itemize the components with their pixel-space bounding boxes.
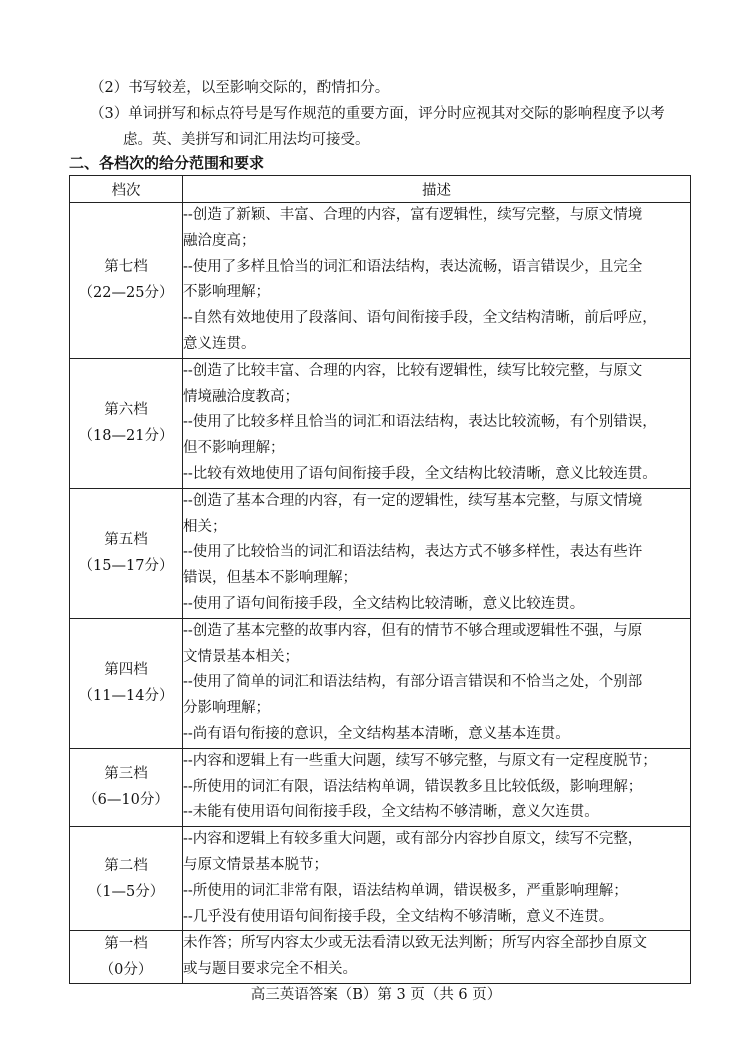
grade-level-name: 第一档 <box>104 936 148 953</box>
table-row <box>70 358 691 488</box>
grade-score-range: （18—21分） <box>78 428 174 445</box>
grade-level-cell <box>70 827 183 931</box>
grade-description-cell <box>183 748 691 826</box>
grade-level-name: 第七档 <box>104 259 148 276</box>
table-row <box>70 748 691 826</box>
grade-level-cell <box>70 203 183 359</box>
description-line: 错误，但基本不影响理解； <box>183 570 357 587</box>
description-line: --使用了语句间衔接手段，全文结构比较清晰，意义比较连贯。 <box>183 595 585 612</box>
description-line: --使用了比较多样且恰当的词汇和语法结构，表达比较流畅，有个别错误， <box>183 414 657 431</box>
description-line: 与原文情景基本脱节； <box>183 856 328 873</box>
grade-score-range: （11—14分） <box>78 688 174 705</box>
grade-description-cell <box>183 827 691 931</box>
description-line: --内容和逻辑上有一些重大问题，续写不够完整，与原文有一定程度脱节； <box>183 752 657 769</box>
grade-level-name: 第六档 <box>104 402 148 419</box>
table-body <box>70 203 691 984</box>
grade-level-name: 第五档 <box>104 532 148 549</box>
table-row <box>70 827 691 931</box>
description-line: 不影响理解； <box>183 284 270 301</box>
header-level: 档次 <box>70 176 183 203</box>
section-title: 二、各档次的给分范围和要求 <box>69 154 265 172</box>
grading-table <box>69 175 691 984</box>
table-row <box>70 931 691 984</box>
description-line: 或与题目要求完全不相关。 <box>183 961 357 978</box>
grade-level-cell <box>70 748 183 826</box>
description-line: --比较有效地使用了语句间衔接手段，全文结构比较清晰，意义比较连贯。 <box>183 465 657 482</box>
header-description: 描述 <box>183 176 691 203</box>
grade-description-cell <box>183 358 691 488</box>
grade-score-range: （0分） <box>99 962 153 979</box>
description-line: --未能有使用语句间衔接手段，全文结构不够清晰，意义欠连贯。 <box>183 804 599 821</box>
note-text: 单词拼写和标点符号是写作规范的重要方面，评分时应视其对交际的影响程度予以考 <box>128 106 665 122</box>
grade-score-range: （15—17分） <box>78 558 174 575</box>
note-text: 书写较差，以至影响交际的，酌情扣分。 <box>128 80 390 96</box>
description-line: --创造了基本合理的内容，有一定的逻辑性，续写基本完整，与原文情境 <box>183 492 643 509</box>
note-text-continuation: 虑。英、美拼写和词汇用法均可接受。 <box>123 132 370 148</box>
description-line: --创造了基本完整的故事内容，但有的情节不够合理或逻辑性不强，与原 <box>183 622 643 639</box>
description-line: --几乎没有使用语句间衔接手段，全文结构不够清晰，意义不连贯。 <box>183 908 614 925</box>
note-number: （3） <box>90 106 129 122</box>
description-line: --所使用的词汇有限，语法结构单调，错误教多且比较低级，影响理解； <box>183 778 643 795</box>
table-header-row <box>70 176 691 203</box>
grade-level-name: 第四档 <box>104 662 148 679</box>
grade-description-cell <box>183 618 691 748</box>
description-line: 但不影响理解； <box>183 440 285 457</box>
description-line: --尚有语句衔接的意识，全文结构基本清晰，意义基本连贯。 <box>183 725 570 742</box>
grade-description-cell <box>183 931 691 984</box>
description-line: --使用了简单的词汇和语法结构，有部分语言错误和不恰当之处，个别部 <box>183 674 643 691</box>
description-line: --创造了新颖、丰富、合理的内容，富有逻辑性，续写完整，与原文情境 <box>183 207 643 223</box>
scoring-note-2 <box>90 75 692 101</box>
description-line: 相关； <box>183 518 227 535</box>
grade-description-cell <box>183 203 691 359</box>
grade-level-cell <box>70 488 183 618</box>
grade-level-cell <box>70 618 183 748</box>
description-line: 分影响理解； <box>183 700 270 717</box>
table-row <box>70 203 691 359</box>
grade-level-cell <box>70 358 183 488</box>
grade-score-range: （1—5分） <box>87 883 165 900</box>
grade-score-range: （6—10分） <box>83 792 169 809</box>
description-line: 文情景基本相关； <box>183 648 299 665</box>
grade-level-cell <box>70 931 183 984</box>
description-line: --自然有效地使用了段落间、语句间衔接手段，全文结构清晰，前后呼应， <box>183 310 657 327</box>
scoring-note-3 <box>90 101 692 153</box>
description-line: 情境融洽度教高； <box>183 388 299 405</box>
note-number: （2） <box>90 80 129 96</box>
table-row <box>70 488 691 618</box>
description-line: --使用了比较恰当的词汇和语法结构，表达方式不够多样性，表达有些许 <box>183 544 643 561</box>
grade-level-name: 第三档 <box>104 766 148 783</box>
grade-level-name: 第二档 <box>104 857 148 874</box>
description-line: --所使用的词汇非常有限，语法结构单调，错误极多，严重影响理解； <box>183 882 628 899</box>
description-line: 未作答；所写内容太少或无法看清以致无法判断；所写内容全部抄自原文 <box>183 935 647 952</box>
description-line: --创造了比较丰富、合理的内容，比较有逻辑性，续写比较完整，与原文 <box>183 362 643 379</box>
description-line: --使用了多样且恰当的词汇和语法结构，表达流畅，语言错误少，且完全 <box>183 258 643 275</box>
description-line: 意义连贯。 <box>183 335 256 352</box>
description-line: --内容和逻辑上有较多重大问题，或有部分内容抄自原文，续写不完整， <box>183 831 643 848</box>
grade-description-cell <box>183 488 691 618</box>
table-row <box>70 618 691 748</box>
grade-score-range: （22—25分） <box>78 285 174 302</box>
description-line: 融洽度高； <box>183 232 256 249</box>
page-footer: 高三英语答案（B）第 3 页（共 6 页） <box>250 987 502 1003</box>
